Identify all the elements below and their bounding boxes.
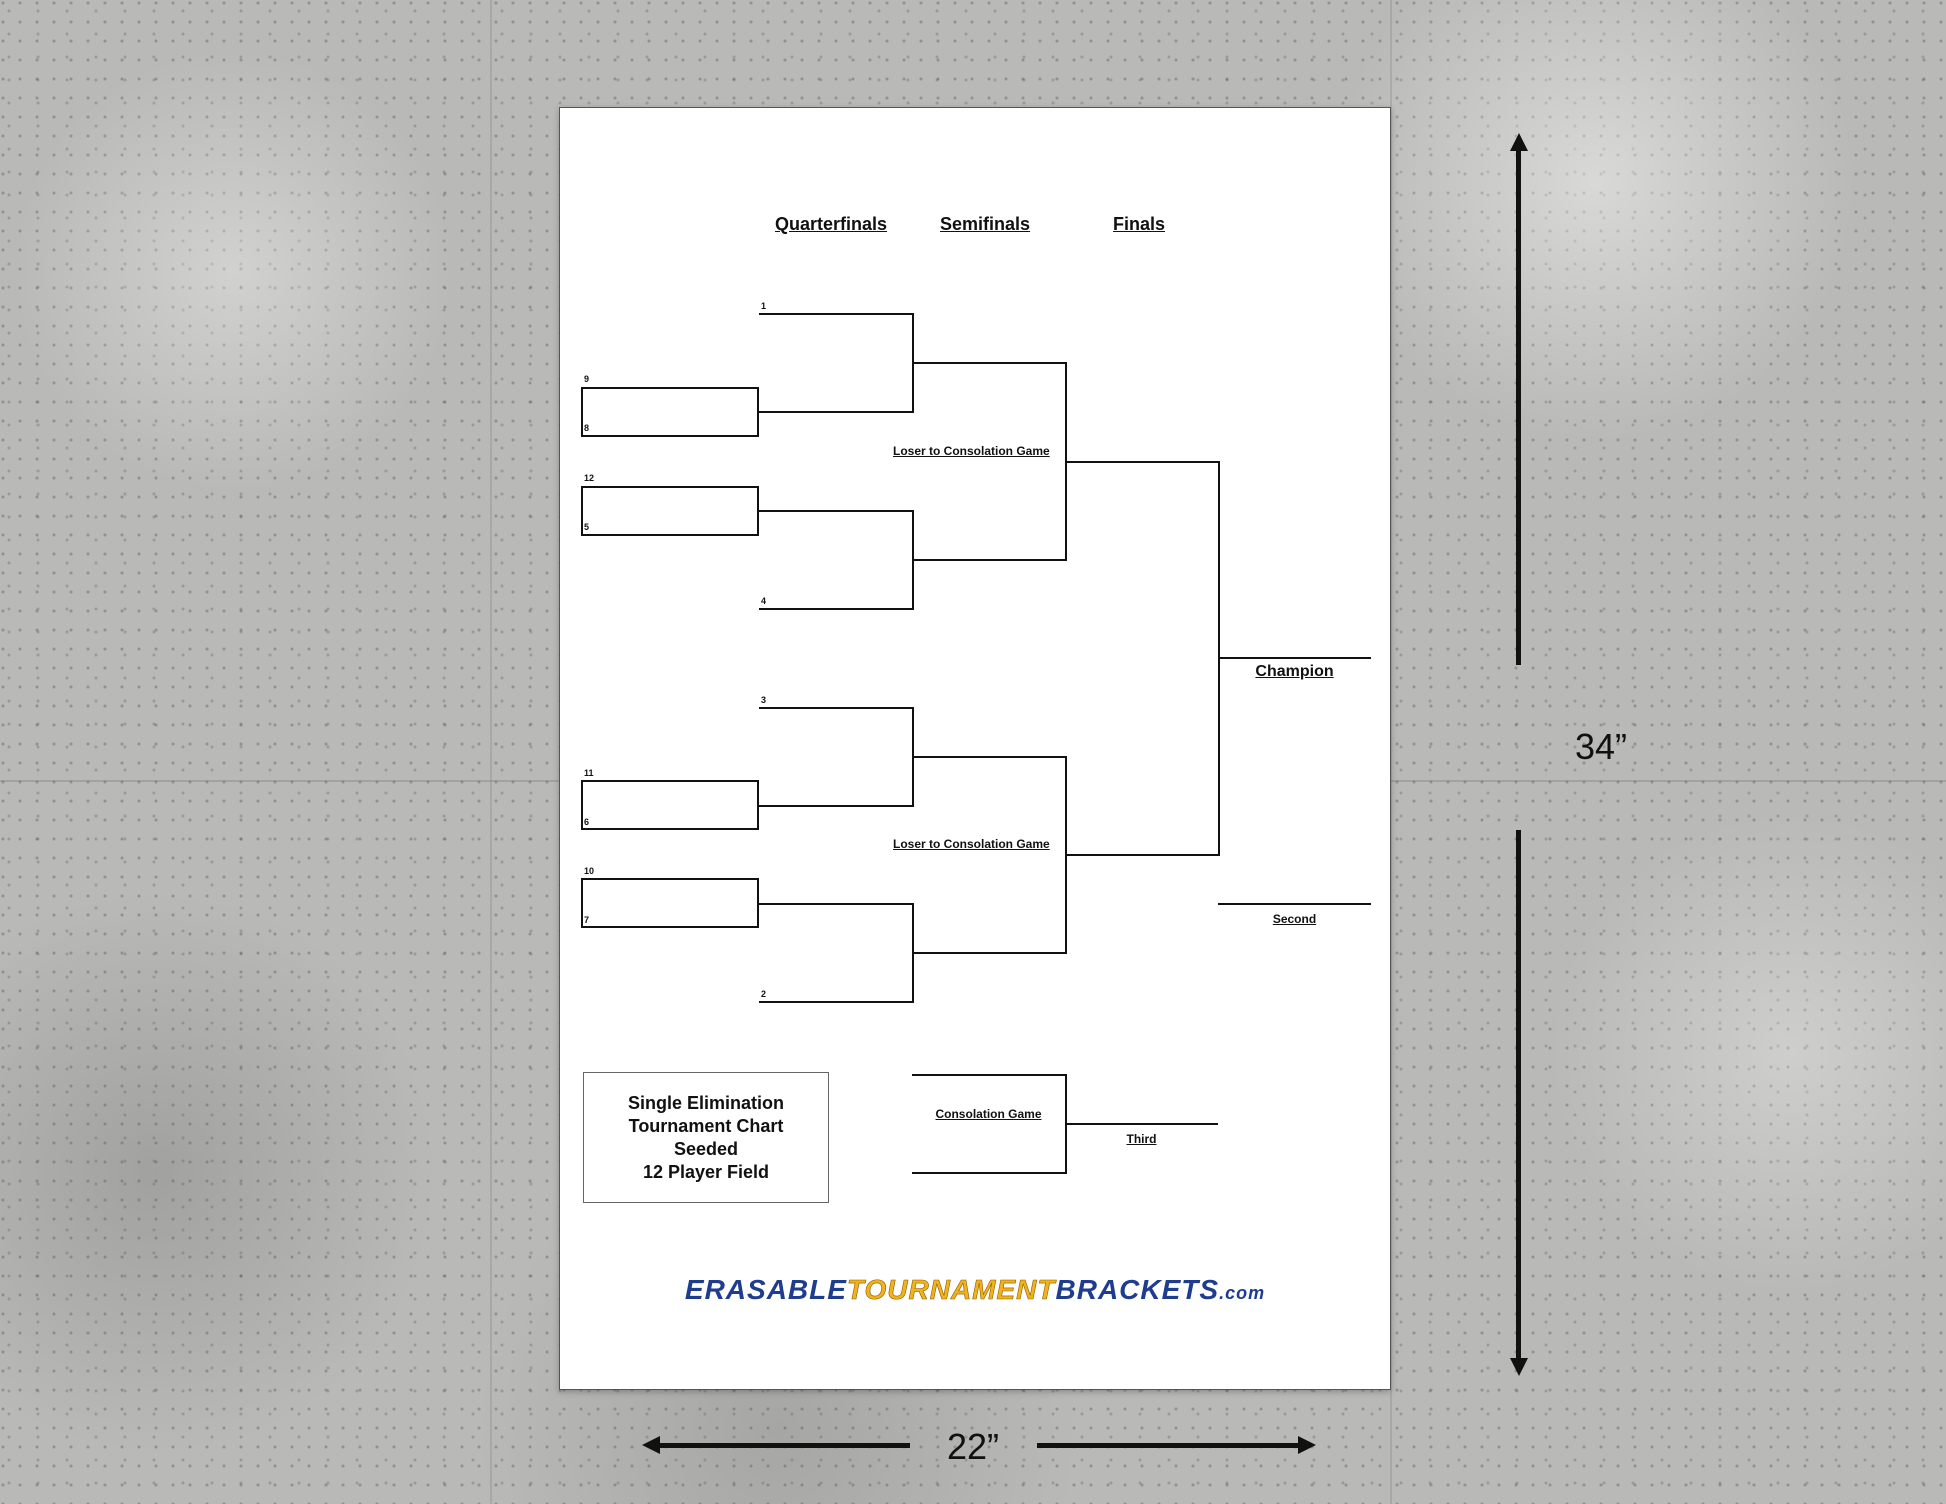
logo-word: TOURNAMENT bbox=[846, 1274, 1056, 1305]
champion-label: Champion bbox=[1255, 663, 1334, 680]
bracket-line[interactable] bbox=[759, 1001, 912, 1003]
bracket-line[interactable] bbox=[759, 608, 912, 610]
arrow-right-icon bbox=[1298, 1436, 1316, 1454]
consolation-line[interactable] bbox=[912, 1172, 1065, 1174]
champion-line[interactable] bbox=[1218, 657, 1371, 659]
wall-seam bbox=[490, 0, 492, 1504]
width-arrow-line bbox=[658, 1443, 910, 1448]
info-line: Tournament Chart bbox=[628, 1115, 784, 1136]
loser-to-consolation-label: Loser to Consolation Game bbox=[893, 837, 1050, 851]
bracket-line[interactable] bbox=[759, 903, 912, 905]
consolation-line[interactable] bbox=[912, 1074, 1065, 1076]
bracket-line[interactable] bbox=[759, 411, 912, 413]
seed-label: 10 bbox=[584, 866, 595, 876]
third-line[interactable] bbox=[1065, 1123, 1218, 1125]
round-header-semifinals: Semifinals bbox=[940, 214, 1031, 234]
seed-label: 5 bbox=[584, 522, 590, 532]
bracket-poster bbox=[559, 107, 1391, 1390]
seed-label: 11 bbox=[584, 768, 594, 778]
width-dimension: 22” bbox=[947, 1426, 1000, 1467]
seed-label: 12 bbox=[584, 473, 595, 483]
bracket-line[interactable] bbox=[759, 707, 912, 709]
info-line: Seeded bbox=[673, 1138, 739, 1159]
logo-word: .com bbox=[1219, 1283, 1266, 1303]
seed-label: 6 bbox=[584, 817, 590, 827]
play-in-box[interactable] bbox=[581, 486, 759, 536]
bracket-line[interactable] bbox=[912, 559, 1065, 561]
third-label: Third bbox=[1126, 1132, 1157, 1146]
arrow-up-icon bbox=[1510, 133, 1528, 151]
round-header-finals: Finals bbox=[1113, 214, 1166, 234]
seed-label: 4 bbox=[761, 596, 767, 606]
bracket-line[interactable] bbox=[759, 805, 912, 807]
loser-to-consolation-label: Loser to Consolation Game bbox=[893, 444, 1050, 458]
bracket-line[interactable] bbox=[1065, 854, 1218, 856]
bracket-line[interactable] bbox=[912, 362, 1065, 364]
seed-label: 8 bbox=[584, 423, 590, 433]
arrow-down-icon bbox=[1510, 1358, 1528, 1376]
bracket-line[interactable] bbox=[1065, 461, 1218, 463]
logo-word: ERASABLE bbox=[684, 1274, 847, 1305]
seed-label: 3 bbox=[761, 695, 767, 705]
chart-info-box bbox=[583, 1072, 829, 1203]
seed-label: 2 bbox=[761, 989, 767, 999]
bracket-line[interactable] bbox=[912, 952, 1065, 954]
brand-logo bbox=[560, 1274, 1390, 1306]
height-dimension: 34” bbox=[1575, 726, 1628, 767]
bracket-line[interactable] bbox=[912, 756, 1065, 758]
seed-label: 9 bbox=[584, 374, 590, 384]
seed-label: 1 bbox=[761, 301, 767, 311]
seed-label: 7 bbox=[584, 915, 590, 925]
height-arrow-line bbox=[1516, 830, 1521, 1360]
play-in-box[interactable] bbox=[581, 780, 759, 830]
info-line: 12 Player Field bbox=[642, 1161, 770, 1182]
play-in-box[interactable] bbox=[581, 387, 759, 437]
bracket-line[interactable] bbox=[759, 510, 912, 512]
height-arrow-line bbox=[1516, 150, 1521, 665]
logo-word: BRACKETS bbox=[1055, 1274, 1220, 1305]
info-line: Single Elimination bbox=[627, 1092, 784, 1113]
second-line[interactable] bbox=[1218, 903, 1371, 905]
play-in-box[interactable] bbox=[581, 878, 759, 928]
bracket-line[interactable] bbox=[759, 313, 912, 315]
consolation-label: Consolation Game bbox=[935, 1107, 1042, 1121]
second-label: Second bbox=[1272, 912, 1317, 926]
round-header-quarterfinals: Quarterfinals bbox=[775, 214, 888, 234]
width-arrow-line bbox=[1037, 1443, 1299, 1448]
